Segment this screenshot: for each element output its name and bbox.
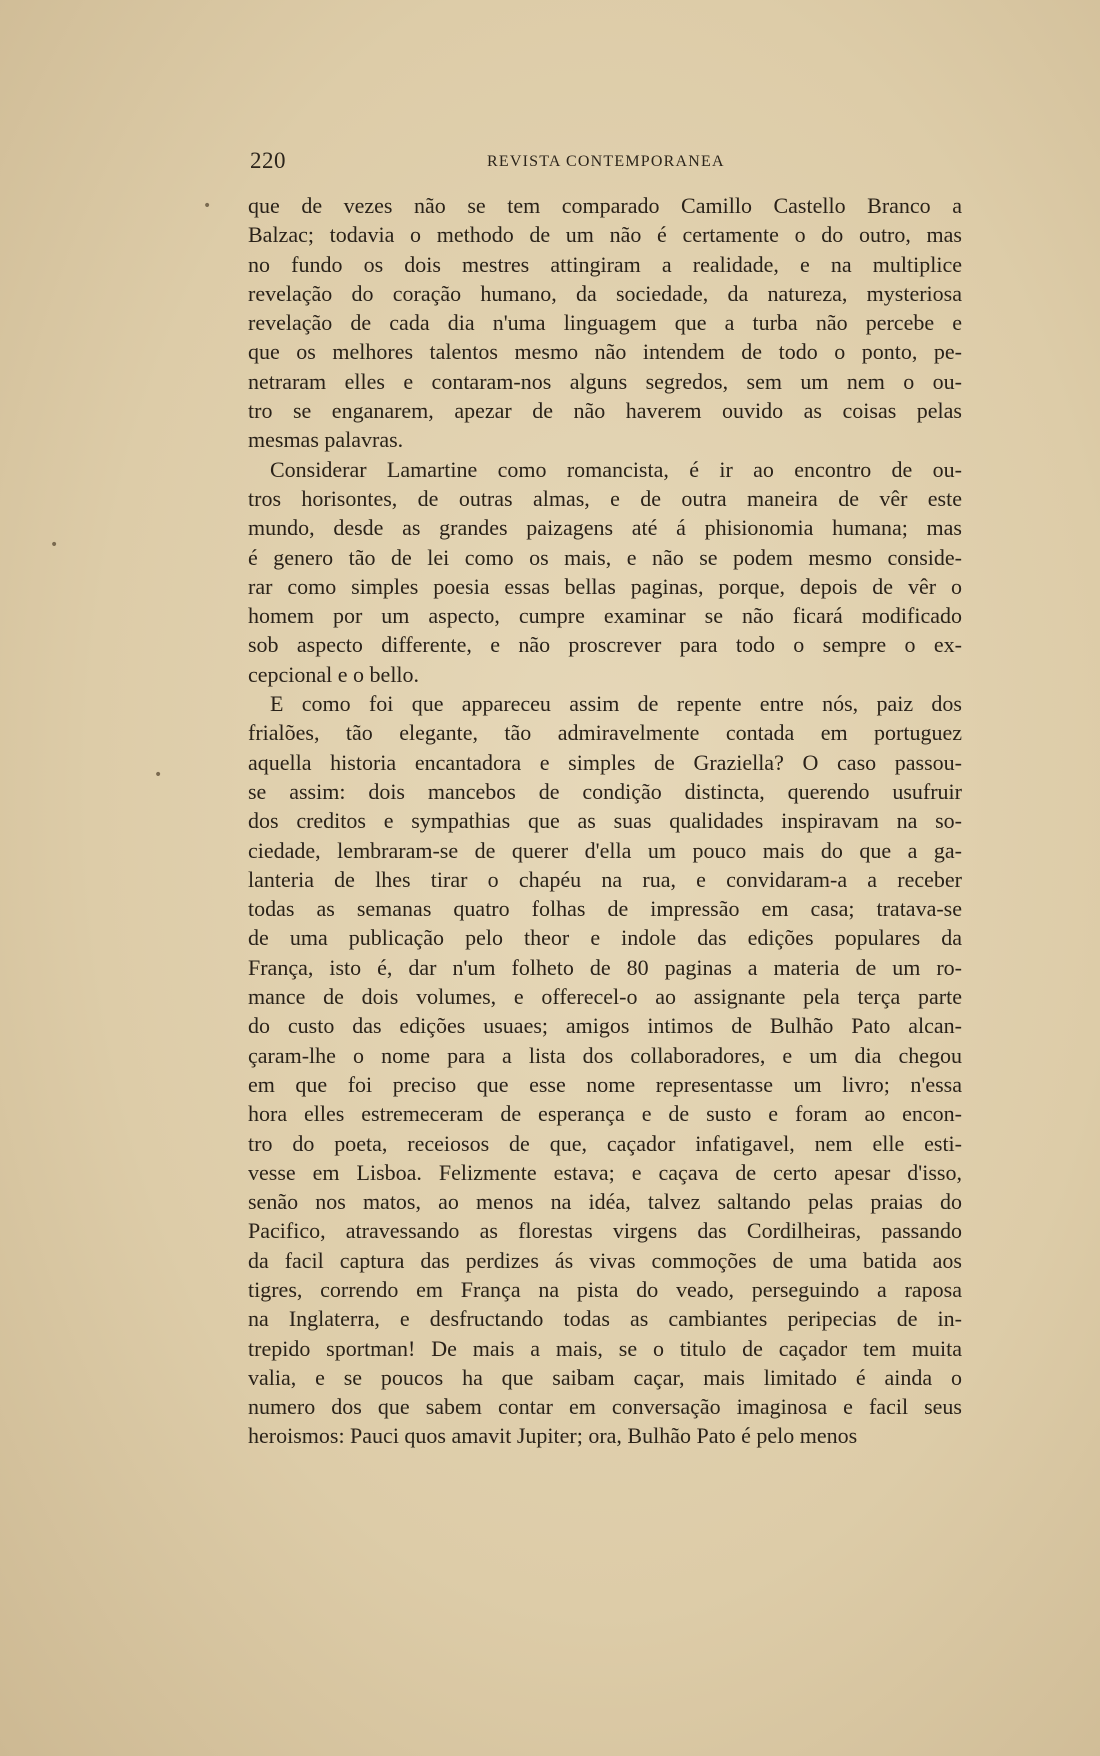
text-line: mesmas palavras. [248, 427, 404, 453]
text-line: homem por um aspecto, cumpre examinar se não ficará modificado [248, 603, 962, 629]
text-line: E como foi que appareceu assim de repente entre nós, paiz dos [270, 691, 962, 717]
text-line: valia, e se poucos ha que saibam caçar, mais limitado é ainda o [248, 1364, 962, 1390]
text-line: sob aspecto differente, e não proscrever para todo o sempre o ex- [248, 632, 962, 658]
text-line: revelação do coração humano, da sociedade, da natureza, mysteriosa [248, 280, 962, 306]
stray-mark: • [154, 767, 163, 783]
body-text [248, 191, 962, 1451]
text-line: dos creditos e sympathias que as suas qualidades inspiravam na so- [248, 808, 962, 834]
text-line: é genero tão de lei como os mais, e não se podem mesmo conside- [248, 544, 962, 570]
text-line: tro do poeta, receiosos de que, caçador infatigavel, nem elle esti- [248, 1130, 962, 1156]
running-head: REVISTA CONTEMPORANEA [487, 153, 725, 170]
text-line: senão nos matos, ao menos na idéa, talvez saltando pelas praias do [248, 1189, 962, 1215]
text-line: Considerar Lamartine como romancista, é ir ao encontro de ou- [270, 456, 962, 482]
page-header [250, 148, 970, 176]
text-line: Balzac; todavia o methodo de um não é certamente o do outro, mas [248, 222, 962, 248]
text-line: que os melhores talentos mesmo não intendem de todo o ponto, pe- [248, 339, 962, 365]
text-line: na Inglaterra, e desfructando todas as cambiantes peripecias de in- [248, 1306, 962, 1332]
text-line: numero dos que sabem contar em conversação imaginosa e facil seus [248, 1394, 962, 1420]
text-line: França, isto é, dar n'um folheto de 80 paginas a materia de um ro- [248, 954, 962, 980]
text-line: em que foi preciso que esse nome representasse um livro; n'essa [248, 1071, 962, 1097]
stray-mark: • [50, 537, 59, 553]
text-line: aquella historia encantadora e simples de Graziella? O caso passou- [248, 749, 962, 775]
text-line: no fundo os dois mestres attingiram a realidade, e na multiplice [248, 251, 962, 277]
text-line: cepcional e o bello. [248, 661, 420, 687]
text-line: todas as semanas quatro folhas de impressão em casa; tratava-se [248, 896, 962, 922]
text-line: revelação de cada dia n'uma linguagem que a turba não percebe e [248, 310, 962, 336]
text-line: que de vezes não se tem comparado Camillo Castello Branco a [248, 193, 962, 218]
text-line: de uma publicação pelo theor e indole das edições populares da [248, 925, 962, 951]
text-line: netraram elles e contaram-nos alguns segredos, sem um nem o ou- [248, 368, 962, 394]
text-line: mance de dois volumes, e offerecel-o ao assignante pela terça parte [248, 984, 962, 1010]
text-line: trepido sportman! De mais a mais, se o titulo de caçador tem muita [248, 1335, 962, 1361]
text-line: da facil captura das perdizes ás vivas commoções de uma batida aos [248, 1247, 962, 1273]
text-line: se assim: dois mancebos de condição distincta, querendo usufruir [248, 778, 962, 804]
text-line: heroismos: Pauci quos amavit Jupiter; ora, Bulhão Pato é pelo menos [248, 1423, 858, 1449]
text-line: do custo das edições usuaes; amigos intimos de Bulhão Pato alcan- [248, 1013, 962, 1039]
text-line: çaram-lhe o nome para a lista dos collaboradores, e um dia chegou [248, 1042, 962, 1068]
text-line: hora elles estremeceram de esperança e de susto e foram ao encon- [248, 1101, 962, 1127]
text-line: tros horisontes, de outras almas, e de outra maneira de vêr este [248, 485, 962, 511]
text-line: lanteria de lhes tirar o chapéu na rua, e convidaram-a a receber [248, 866, 962, 892]
text-line: tigres, correndo em França na pista do veado, perseguindo a raposa [248, 1276, 962, 1302]
text-line: ciedade, lembraram-se de querer d'ella um pouco mais do que a ga- [248, 837, 962, 863]
text-line: tro se enganarem, apezar de não haverem ouvido as coisas pelas [248, 398, 962, 424]
page-number: 220 [250, 148, 286, 173]
text-line: rar como simples poesia essas bellas paginas, porque, depois de vêr o [248, 573, 962, 599]
stray-mark: • [203, 198, 212, 214]
text-line: mundo, desde as grandes paizagens até á phisionomia humana; mas [248, 515, 962, 541]
text-line: vesse em Lisboa. Felizmente estava; e caçava de certo apesar d'isso, [248, 1159, 962, 1185]
text-line: Pacifico, atravessando as florestas virgens das Cordilheiras, passando [248, 1218, 962, 1244]
text-line: frialões, tão elegante, tão admiravelmente contada em portuguez [248, 720, 962, 746]
